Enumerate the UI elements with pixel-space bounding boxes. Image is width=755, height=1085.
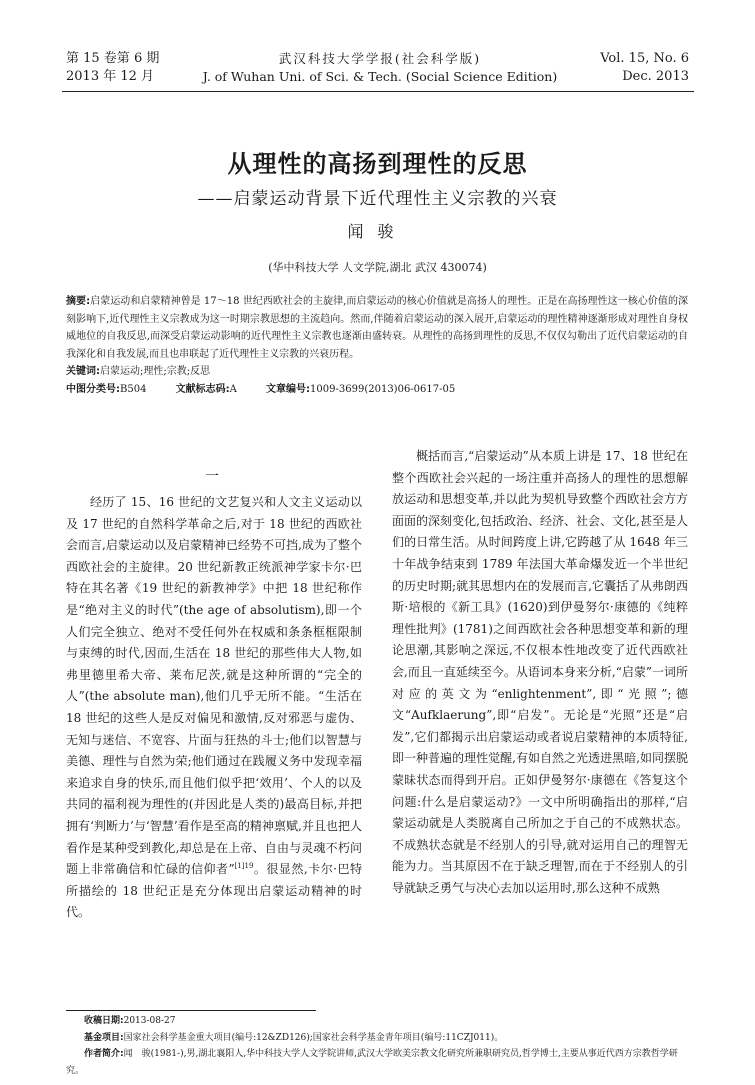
header-right <box>600 50 689 86</box>
abstract-text: 启蒙运动和启蒙精神曾是 17～18 世纪西欧社会的主旋律,而启蒙运动的核心价值就是高扬人的理性。正是在高扬理性这一核心价值的深刻影响下,近代理性主义宗教成为这一时期宗教思想的主流趋向。然而,伴随着启蒙运动的深入展开,启蒙运动的理性精神逐渐形成对理性自身权威地位的自我反思,而深受启蒙运动影响的近代理性主义宗教也逐渐由盛转衰。从理性的高扬到理性的反思,不仅仅勾勒出了近代启蒙运动的自我深化和自我发展,而且也串联起了近代理性主义宗教的兴衰历程。 <box>66 296 688 360</box>
classification-line <box>66 381 688 398</box>
clc-number <box>66 384 146 395</box>
journal-name-en: J. of Wuhan Uni. of Sci. & Tech. (Social Science Edition) <box>202 69 558 84</box>
keywords <box>66 363 210 380</box>
received-date <box>66 1013 691 1030</box>
fund-label: 基金项目: <box>84 1032 124 1043</box>
date-cn: 2013 年 12 月 <box>66 69 155 84</box>
journal-name-cn: 武汉科技大学学报(社会科学版) <box>278 51 482 66</box>
document-code <box>176 384 237 395</box>
bio-value: 闻 骏(1981-),男,湖北襄阳人,华中科技大学人文学院讲师,武汉大学欧美宗教文化研究所兼职研究员,哲学博士,主要从事近代西方宗教哲学研究。 <box>66 1049 678 1076</box>
section-heading: 一 <box>205 469 219 485</box>
author-bio <box>66 1046 691 1079</box>
keywords-text: 启蒙运动;理性;宗教;反思 <box>100 366 211 377</box>
doc-code-value: A <box>229 384 237 395</box>
citation[interactable]: [1]19 <box>234 862 254 871</box>
author-name: 闻骏 <box>347 222 408 241</box>
abstract-label: 摘要: <box>66 296 91 307</box>
footnote-rule <box>66 1010 316 1011</box>
fund-project <box>66 1030 691 1047</box>
abstract <box>66 293 688 363</box>
date-en: Dec. 2013 <box>622 69 689 84</box>
bio-label: 作者简介: <box>84 1049 124 1059</box>
keywords-label: 关键词: <box>66 366 100 377</box>
header-center <box>160 50 600 86</box>
received-value: 2013-08-27 <box>123 1016 176 1026</box>
fund-value: 国家社会科学基金重大项目(编号:12&ZD126);国家社会科学基金青年项目(编号:11CZJ011)。 <box>123 1032 504 1043</box>
volume-cn: 第 15 卷第 6 期 <box>66 51 160 66</box>
paragraph-text-end: 。很显然,卡尔·巴特所描绘的 18 世纪正是充分体现出启蒙运动精神的时代。 <box>66 862 362 920</box>
clc-value: B504 <box>120 384 147 395</box>
article-number <box>266 384 455 395</box>
paragraph-text: 经历了 15、16 世纪的文艺复兴和人文主义运动以及 17 世纪的自然科学革命之后,对于 18 世纪的西欧社会而言,启蒙运动以及启蒙精神已经势不可挡,成为了整个西欧社会的主旋律。20 世纪新教正统派神学家卡尔·巴特在其名著《19 世纪的新教神学》中把 18 世纪称作是“绝对主义的时代”(the age of absolutism),即一个人们完全独立、绝对不受任何外在权威和条条框框限制与束缚的时代,因而,生活在 18 世纪的那些伟大人物,如弗里德里希大帝、莱布尼茨,就是这种所谓的“完全的人”(the absolute man),他们几乎无所不能。“生活在 18 世纪的这些人是反对偏见和激情,反对邪恶与虚伪、无知与迷信、不宽容、片面与狂热的斗士;他们以智慧与美德、理性与自然为荣;他们通过在践履义务中发现幸福来追求自身的快乐,而且他们似乎把‘效用’、个人的以及共同的福利视为理性的(并因此是人类的)最高目标,并把拥有‘判断力’与‘智慧’看作是至高的精神禀赋,并且也把人看作是某种受到教化,却总是在上帝、自由与灵魂不朽问题上非常确信和忙碌的信仰者” <box>66 495 362 877</box>
clc-label: 中图分类号: <box>66 384 120 395</box>
body-paragraph <box>66 492 362 924</box>
article-subtitle: ——启蒙运动背景下近代理性主义宗教的兴衰 <box>197 189 558 209</box>
volume-en: Vol. 15, No. 6 <box>600 51 689 66</box>
article-number-label: 文章编号: <box>266 384 311 395</box>
article-title: 从理性的高扬到理性的反思 <box>227 150 528 178</box>
body-paragraph: 概括而言,“启蒙运动”从本质上讲是 17、18 世纪在整个西欧社会兴起的一场注重并高扬人的理性的思想解放运动和思想变革,并以此为契机导致整个西欧社会方方面面的深刻变化,包括政治、经济、社会、文化,甚至是人们的日常生活。从时间跨度上讲,它跨越了从 1648 年三十年战争结束到 1789 年法国大革命爆发近一个半世纪的历史时期;就其思想内在的发展而言,它囊括了从弗朗西斯·培根的《新工具》(1620)到伊曼努尔·康德的《纯粹理性批判》(1781)之间西欧社会各种思想变革和新的理论思潮,其影响之深远,不仅根本性地改变了近代西欧社会,而且一直延续至今。从语词本身来分析,“启蒙”一词所对应的英文为“enlightenment”,即“光照”;德文“Aufklaerung”,即“启发”。无论是“光照”还是“启发”,它们都揭示出启蒙运动或者说启蒙精神的本质特征,即一种普遍的理性觉醒,有如自然之光透进黑暗,如同摆脱蒙昧状态而得到开启。正如伊曼努尔·康德在《答复这个问题:什么是启蒙运动?》一文中所明确指出的那样,“启蒙运动就是人类脱离自己所加之于自己的不成熟状态。不成熟状态就是不经别人的引导,就对运用自己的理智无能为力。当其原因不在于缺乏理智,而在于不经别人的引导就缺乏勇气与决心去加以运用时,那么这种不成熟 <box>392 449 688 895</box>
body-column-left <box>66 492 362 924</box>
header-left <box>66 50 159 86</box>
footnotes <box>66 1013 691 1079</box>
header-rule <box>62 91 694 92</box>
article-number-value: 1009-3699(2013)06-0617-05 <box>310 384 456 395</box>
doc-code-label: 文献标志码: <box>175 384 230 395</box>
received-label: 收稿日期: <box>84 1016 124 1026</box>
body-column-right <box>392 446 688 899</box>
author-affiliation: (华中科技大学 人文学院,湖北 武汉 430074) <box>268 261 487 274</box>
